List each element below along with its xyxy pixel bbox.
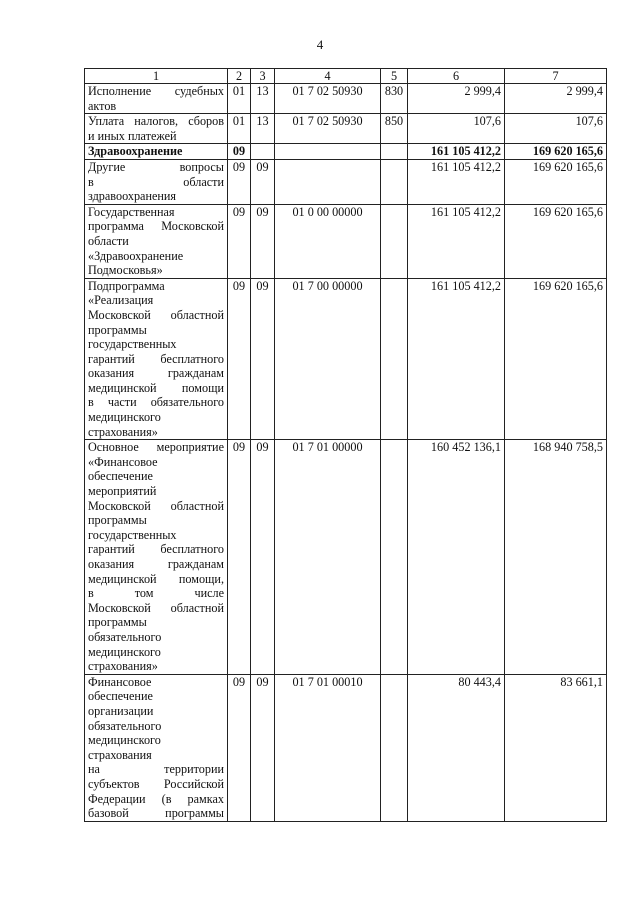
row-name-line: программы: [88, 513, 147, 528]
row-name-line: Другие вопросы: [88, 159, 224, 174]
table-row: [85, 278, 607, 440]
amount-year1-cell: 161 105 412,2: [408, 159, 505, 204]
amount-year2-cell: 169 620 165,6: [505, 159, 607, 204]
amount-year2-cell: 169 620 165,6: [505, 204, 607, 278]
expense-type-cell: [381, 440, 408, 675]
table-header-row: [85, 69, 607, 84]
row-name-line: медицинского: [88, 410, 161, 425]
subsection-code-cell: 13: [251, 84, 275, 114]
row-name-cell: [85, 204, 228, 278]
row-name-line: в области: [88, 174, 224, 189]
amount-year1-cell: 161 105 412,2: [408, 144, 505, 160]
row-name-line: на территории: [88, 762, 224, 777]
row-name-line: гарантий бесплатного: [88, 542, 224, 557]
row-name-line: программа Московской: [88, 219, 224, 234]
amount-year1-cell: 160 452 136,1: [408, 440, 505, 675]
header-cell: 5: [381, 69, 408, 84]
row-name-line: оказания гражданам: [88, 366, 224, 381]
amount-year1-cell: 161 105 412,2: [408, 204, 505, 278]
section-code-cell: 01: [228, 114, 251, 144]
section-code-cell: 09: [228, 278, 251, 440]
row-name-line: медицинского: [88, 644, 161, 659]
subsection-code-cell: 09: [251, 159, 275, 204]
amount-year2-cell: 83 661,1: [505, 674, 607, 821]
budget-table: [84, 68, 607, 822]
table-row: [85, 84, 607, 114]
row-name-line: Исполнение судебных: [88, 84, 224, 98]
row-name-line: обеспечение: [88, 469, 153, 484]
expense-type-cell: [381, 144, 408, 160]
row-name-line: программы: [88, 322, 147, 337]
amount-year1-cell: 107,6: [408, 114, 505, 144]
page-number: 4: [316, 37, 324, 52]
row-name-line: организации: [88, 703, 154, 718]
header-cell: 4: [275, 69, 381, 84]
row-name-line: обеспечение: [88, 689, 153, 704]
header-cell: 7: [505, 69, 607, 84]
table-body: [85, 69, 607, 822]
row-name-line: Московской областной: [88, 600, 224, 615]
row-name-cell: [85, 674, 228, 821]
expense-type-cell: [381, 674, 408, 821]
amount-year1-cell: 161 105 412,2: [408, 278, 505, 440]
row-name-line: Подмосковья»: [88, 263, 163, 278]
row-name-line: «Реализация: [88, 293, 154, 308]
table-row: [85, 114, 607, 144]
row-name-cell: [85, 440, 228, 675]
header-cell: 3: [251, 69, 275, 84]
subsection-code-cell: 09: [251, 278, 275, 440]
row-name-line: Здравоохранение: [88, 144, 183, 159]
section-code-cell: 09: [228, 159, 251, 204]
target-article-cell: [275, 144, 381, 160]
row-name-line: Уплата налогов, сборов: [88, 114, 224, 129]
target-article-cell: 01 7 00 00000: [275, 278, 381, 440]
row-name-line: оказания гражданам: [88, 557, 224, 571]
row-name-line: страхования: [88, 747, 152, 762]
row-name-line: субъектов Российской: [88, 776, 224, 791]
expense-type-cell: 850: [381, 114, 408, 144]
row-name-line: Финансовое: [88, 674, 152, 689]
section-code-cell: 09: [228, 674, 251, 821]
table-row: [85, 440, 607, 675]
row-name-line: страхования»: [88, 424, 158, 439]
header-cell: 2: [228, 69, 251, 84]
row-name-line: Федерации (в рамках: [88, 791, 224, 806]
row-name-line: мероприятий: [88, 484, 157, 499]
row-name-line: в части обязательного: [88, 395, 224, 410]
amount-year2-cell: 107,6: [505, 114, 607, 144]
table-row: [85, 159, 607, 204]
amount-year2-cell: 168 940 758,5: [505, 440, 607, 675]
row-name-line: гарантий бесплатного: [88, 351, 224, 366]
row-name-line: и иных платежей: [88, 128, 177, 143]
row-name-line: обязательного: [88, 718, 162, 733]
table-row: [85, 674, 607, 821]
expense-type-cell: 830: [381, 84, 408, 114]
row-name-cell: [85, 144, 228, 160]
row-name-line: медицинской помощи,: [88, 571, 224, 586]
table-row: [85, 204, 607, 278]
section-code-cell: 09: [228, 204, 251, 278]
row-name-line: государственных: [88, 527, 177, 542]
row-name-line: медицинской помощи: [88, 380, 224, 395]
row-name-line: медицинского: [88, 733, 161, 748]
row-name-line: обязательного: [88, 629, 162, 644]
target-article-cell: [275, 159, 381, 204]
row-name-line: «Здравоохранение: [88, 248, 184, 263]
target-article-cell: 01 7 01 00000: [275, 440, 381, 675]
row-name-line: Основное мероприятие: [88, 440, 224, 455]
row-name-line: программы: [88, 615, 147, 630]
row-name-cell: [85, 114, 228, 144]
row-name-line: базовой программы: [88, 806, 224, 821]
subsection-code-cell: 09: [251, 674, 275, 821]
row-name-cell: [85, 159, 228, 204]
amount-year1-cell: 80 443,4: [408, 674, 505, 821]
row-name-line: государственных: [88, 337, 177, 352]
section-code-cell: 01: [228, 84, 251, 114]
row-name-line: области: [88, 233, 129, 248]
target-article-cell: 01 0 00 00000: [275, 204, 381, 278]
expense-type-cell: [381, 159, 408, 204]
expense-type-cell: [381, 204, 408, 278]
target-article-cell: 01 7 02 50930: [275, 84, 381, 114]
section-code-cell: 09: [228, 440, 251, 675]
amount-year1-cell: 2 999,4: [408, 84, 505, 114]
row-name-line: здравоохранения: [88, 189, 177, 204]
header-cell: 6: [408, 69, 505, 84]
section-code-cell: 09: [228, 144, 251, 160]
row-name-line: Государственная: [88, 204, 175, 219]
target-article-cell: 01 7 02 50930: [275, 114, 381, 144]
row-name-cell: [85, 84, 228, 114]
subsection-code-cell: [251, 144, 275, 160]
amount-year2-cell: 169 620 165,6: [505, 278, 607, 440]
row-name-line: Московской областной: [88, 498, 224, 513]
row-name-line: «Финансовое: [88, 454, 158, 469]
row-name-cell: [85, 278, 228, 440]
subsection-code-cell: 09: [251, 440, 275, 675]
row-name-line: в том числе: [88, 586, 224, 601]
row-name-line: страхования»: [88, 659, 158, 674]
subsection-code-cell: 09: [251, 204, 275, 278]
amount-year2-cell: 2 999,4: [505, 84, 607, 114]
amount-year2-cell: 169 620 165,6: [505, 144, 607, 160]
subsection-code-cell: 13: [251, 114, 275, 144]
target-article-cell: 01 7 01 00010: [275, 674, 381, 821]
row-name-line: Подпрограмма: [88, 278, 165, 293]
header-cell: 1: [85, 69, 228, 84]
expense-type-cell: [381, 278, 408, 440]
table-row: [85, 144, 607, 160]
row-name-line: актов: [88, 98, 117, 113]
row-name-line: Московской областной: [88, 307, 224, 322]
